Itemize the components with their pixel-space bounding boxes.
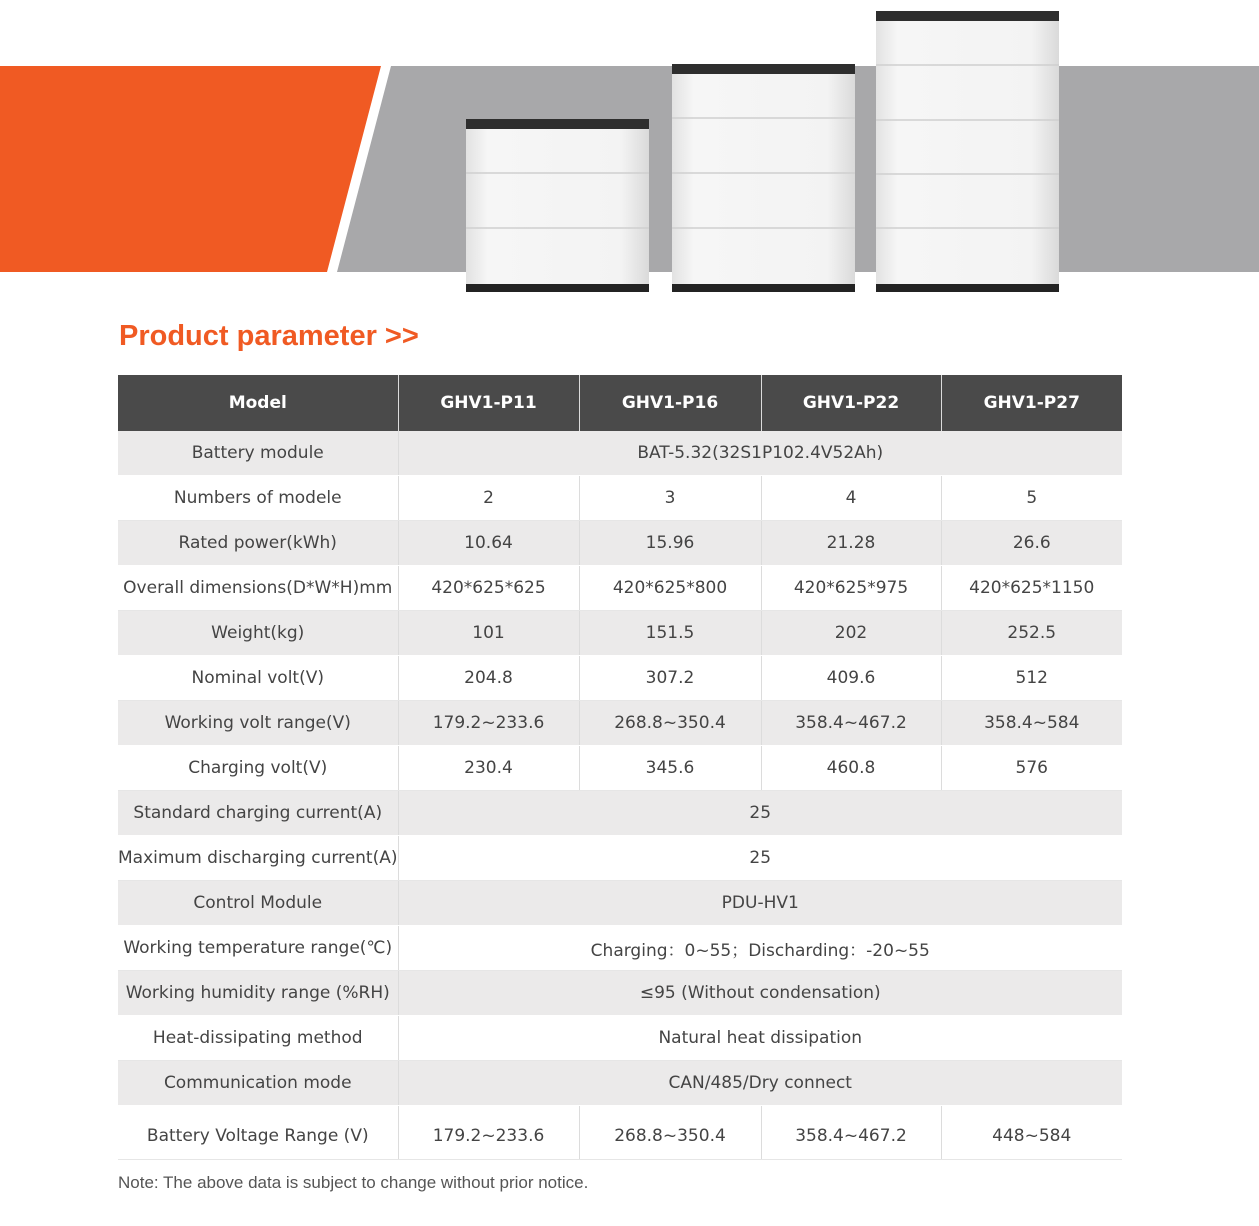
battery-stack-3-modules [466, 119, 649, 292]
table-row [118, 431, 1122, 476]
table-row [118, 476, 1122, 521]
table-row [118, 746, 1122, 791]
cell-value: 252.5 [941, 611, 1122, 656]
table-row [118, 971, 1122, 1016]
cell-value: 179.2~233.6 [398, 701, 579, 746]
header-model: Model [118, 375, 398, 431]
row-label: Battery Voltage Range (V) [118, 1106, 398, 1160]
row-label: Heat-dissipating method [118, 1016, 398, 1061]
cell-value: 460.8 [761, 746, 941, 791]
cell-value: 151.5 [579, 611, 761, 656]
row-label: Working humidity range (%RH) [118, 971, 398, 1016]
row-label: Working volt range(V) [118, 701, 398, 746]
table-header-row [118, 375, 1122, 431]
cell-value: 512 [941, 656, 1122, 701]
row-label: Working temperature range(℃) [118, 926, 398, 971]
cell-value: 3 [579, 476, 761, 521]
merged-value: 25 [398, 791, 1122, 836]
product-banner [0, 0, 1259, 300]
cell-value: 420*625*625 [398, 566, 579, 611]
orange-stripe [0, 66, 381, 272]
section-title: Product parameter >> [119, 320, 419, 352]
merged-value: CAN/485/Dry connect [398, 1061, 1122, 1106]
cell-value: 307.2 [579, 656, 761, 701]
table-row [118, 611, 1122, 656]
cell-value: 179.2~233.6 [398, 1106, 579, 1160]
row-label: Overall dimensions(D*W*H)mm [118, 566, 398, 611]
product-parameter-table [118, 375, 1122, 1160]
table-row [118, 926, 1122, 971]
cell-value: 420*625*1150 [941, 566, 1122, 611]
merged-value: BAT-5.32(32S1P102.4V52Ah) [398, 431, 1122, 476]
table-row [118, 1061, 1122, 1106]
table-row [118, 791, 1122, 836]
row-label: Charging volt(V) [118, 746, 398, 791]
cell-value: 101 [398, 611, 579, 656]
cell-value: 448~584 [941, 1106, 1122, 1160]
table-row [118, 881, 1122, 926]
row-label: Control Module [118, 881, 398, 926]
table-row [118, 521, 1122, 566]
cell-value: 358.4~467.2 [761, 701, 941, 746]
merged-value: ≤95 (Without condensation) [398, 971, 1122, 1016]
row-label: Weight(kg) [118, 611, 398, 656]
cell-value: 2 [398, 476, 579, 521]
row-label: Rated power(kWh) [118, 521, 398, 566]
header-ghv1-p27: GHV1-P27 [941, 375, 1122, 431]
merged-value: Natural heat dissipation [398, 1016, 1122, 1061]
cell-value: 345.6 [579, 746, 761, 791]
table-row [118, 701, 1122, 746]
cell-value: 230.4 [398, 746, 579, 791]
cell-value: 358.4~467.2 [761, 1106, 941, 1160]
table-row [118, 836, 1122, 881]
row-label: Nominal volt(V) [118, 656, 398, 701]
cell-value: 268.8~350.4 [579, 701, 761, 746]
cell-value: 409.6 [761, 656, 941, 701]
row-label: Numbers of modele [118, 476, 398, 521]
cell-value: 202 [761, 611, 941, 656]
table-row [118, 1016, 1122, 1061]
cell-value: 15.96 [579, 521, 761, 566]
cell-value: 268.8~350.4 [579, 1106, 761, 1160]
cell-value: 5 [941, 476, 1122, 521]
row-label: Communication mode [118, 1061, 398, 1106]
cell-value: 10.64 [398, 521, 579, 566]
header-ghv1-p11: GHV1-P11 [398, 375, 579, 431]
battery-stack-5-modules [876, 11, 1059, 292]
header-ghv1-p22: GHV1-P22 [761, 375, 941, 431]
row-label: Maximum discharging current(A) [118, 836, 398, 881]
cell-value: 4 [761, 476, 941, 521]
merged-value: Charging：0~55；Discharding：-20~55 [398, 926, 1122, 971]
merged-value: 25 [398, 836, 1122, 881]
cell-value: 204.8 [398, 656, 579, 701]
row-label: Standard charging current(A) [118, 791, 398, 836]
merged-value: PDU-HV1 [398, 881, 1122, 926]
cell-value: 420*625*800 [579, 566, 761, 611]
table-row [118, 1106, 1122, 1160]
cell-value: 576 [941, 746, 1122, 791]
battery-stack-4-modules [672, 64, 855, 292]
table-row [118, 566, 1122, 611]
cell-value: 358.4~584 [941, 701, 1122, 746]
disclaimer-note: Note: The above data is subject to change without prior notice. [118, 1173, 589, 1192]
cell-value: 26.6 [941, 521, 1122, 566]
row-label: Battery module [118, 431, 398, 476]
cell-value: 420*625*975 [761, 566, 941, 611]
header-ghv1-p16: GHV1-P16 [579, 375, 761, 431]
cell-value: 21.28 [761, 521, 941, 566]
table-row [118, 656, 1122, 701]
